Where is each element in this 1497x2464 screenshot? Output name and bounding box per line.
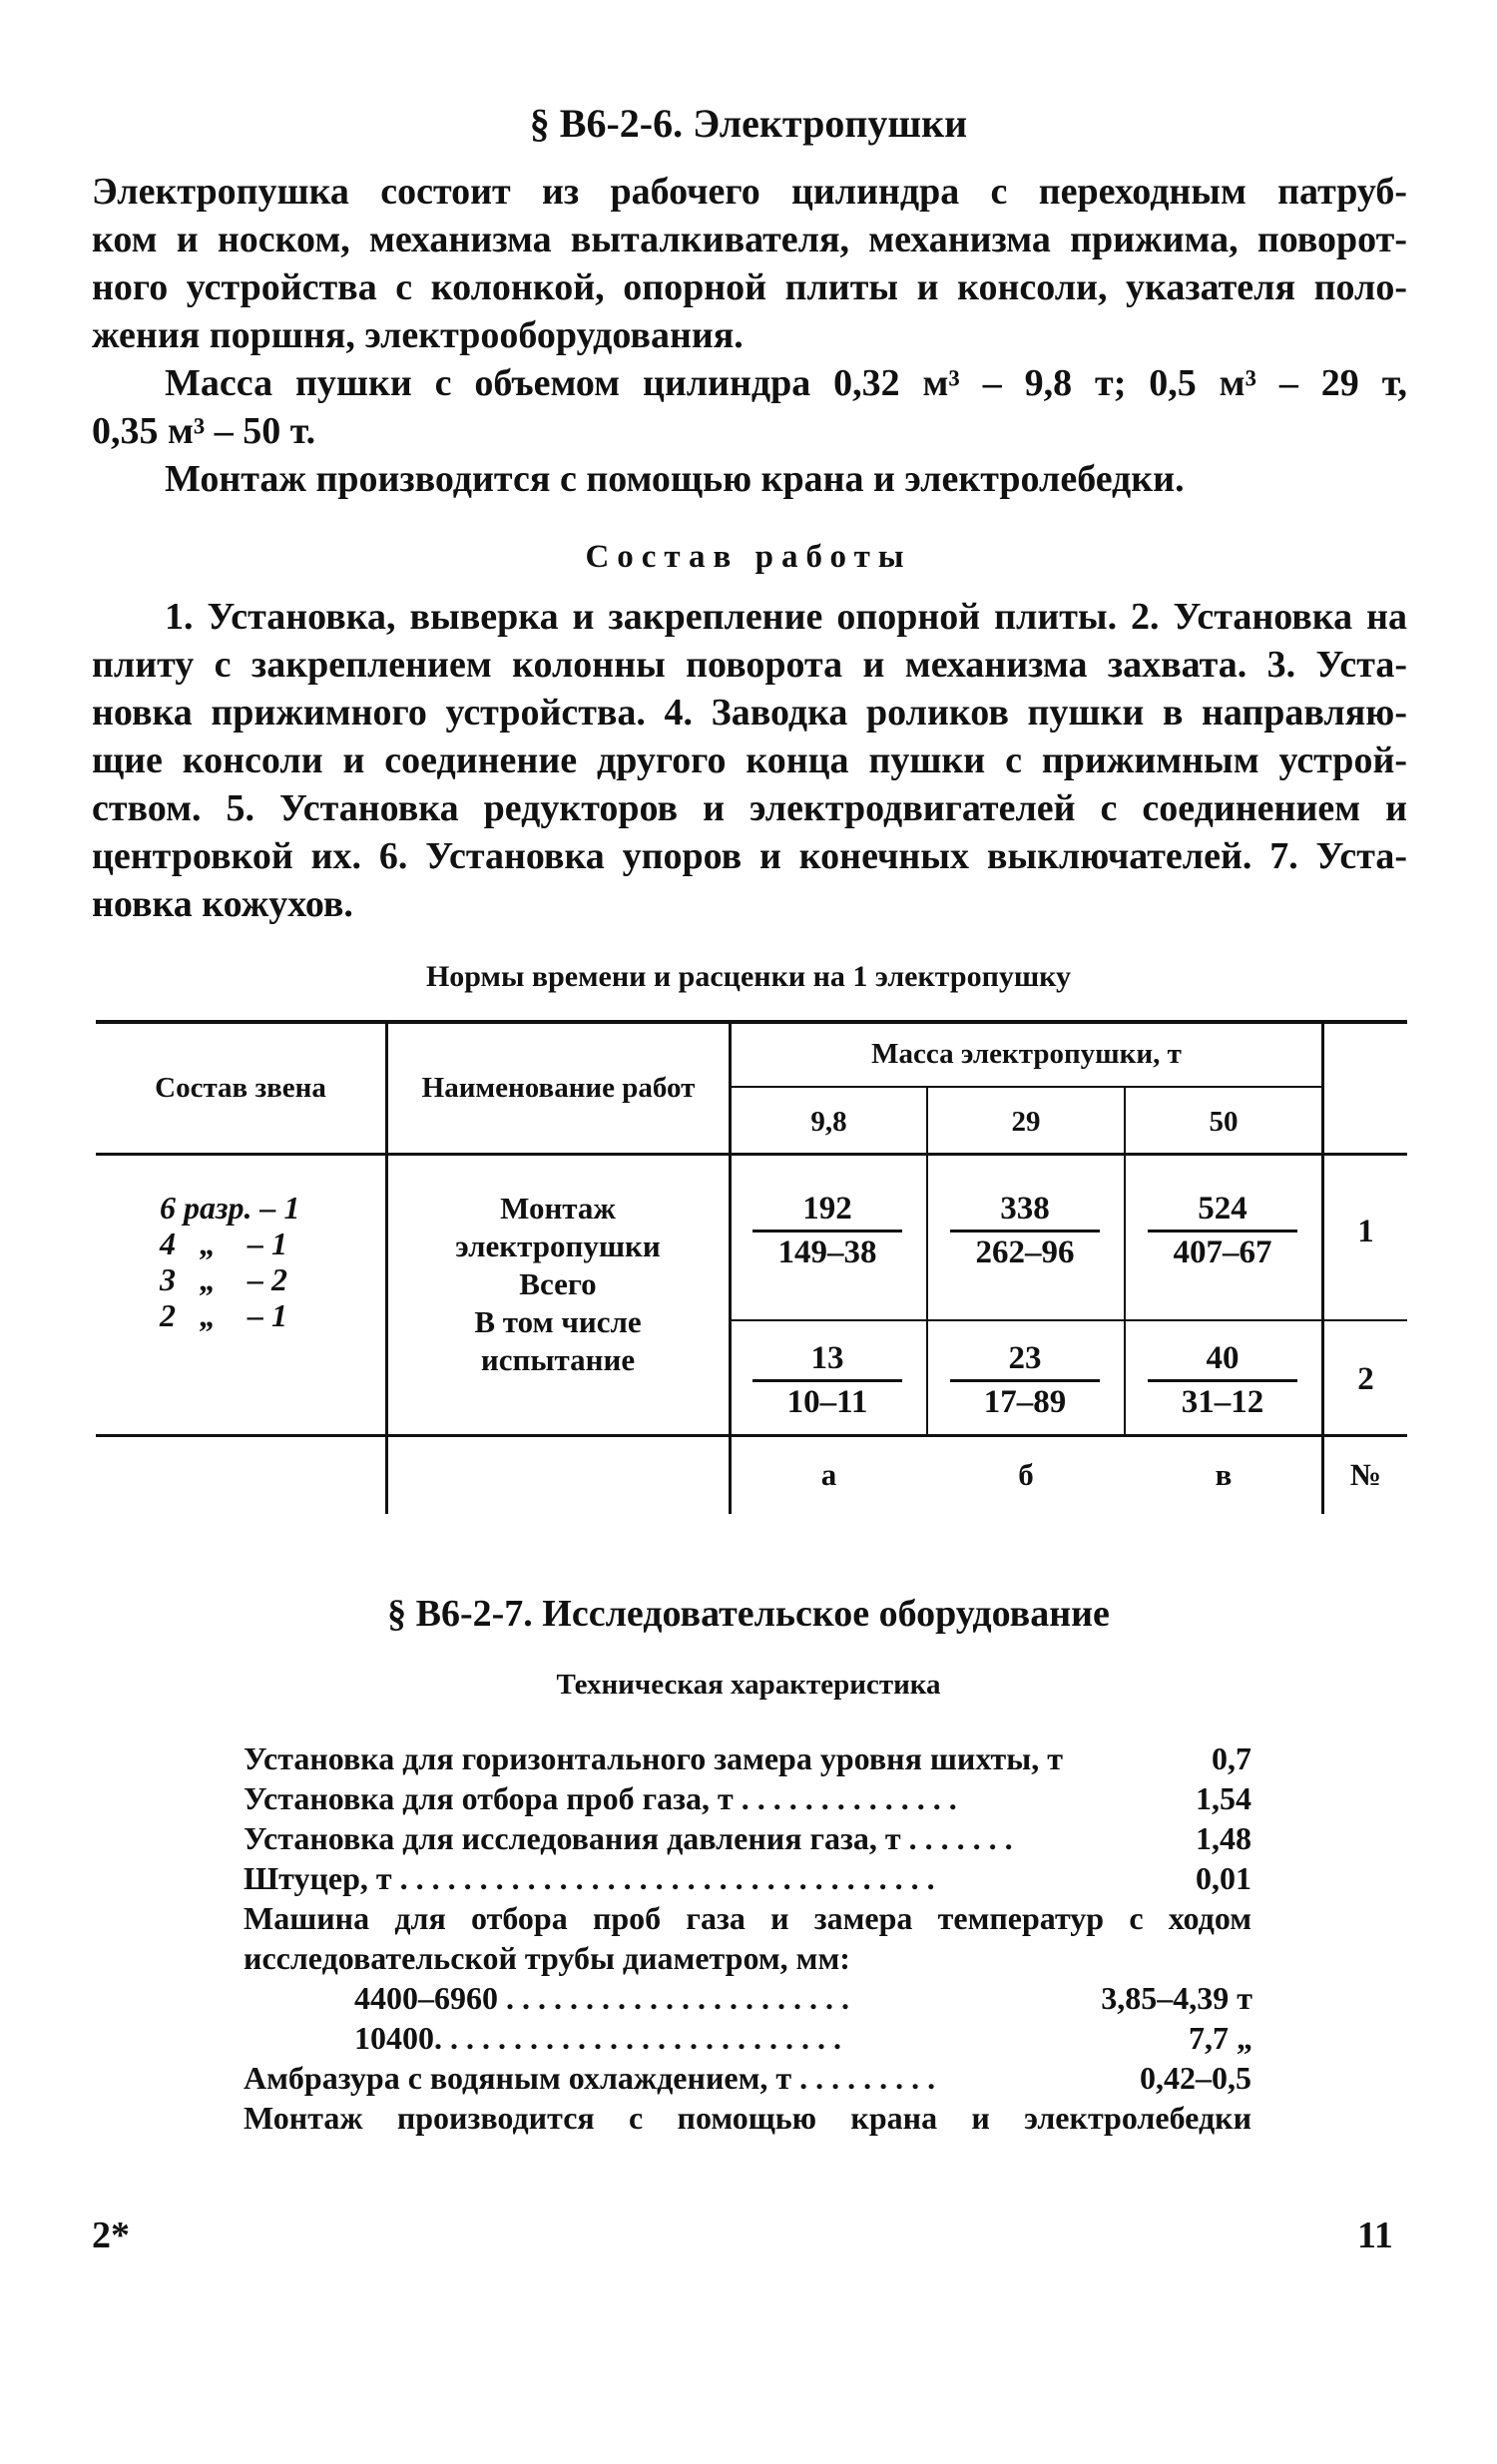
spec-row xyxy=(354,2018,1252,2058)
work-composition-heading: Состав работы xyxy=(585,539,912,575)
header-mass-value: 9,8 xyxy=(810,1106,847,1138)
spec-row xyxy=(244,1778,1251,1818)
text-line: 1. Установка, выверка и закрепление опорной плиты. 2. Установка на xyxy=(165,596,1407,638)
section-title-electroguns: § В6-2-6. Электропушки xyxy=(529,101,968,146)
text-line: плиту с закреплением колонны поворота и механизма захвата. 3. Уста- xyxy=(92,644,1407,686)
text-line: ком и носком, механизма выталкивателя, механизма прижима, поворот- xyxy=(92,219,1407,260)
table-header-divider xyxy=(729,1086,1321,1088)
spec-label: Установка для исследования давления газа, т . . . . . . . xyxy=(244,1820,1013,1856)
norm-time: 192 xyxy=(802,1191,852,1227)
work-line: электропушки xyxy=(455,1229,661,1263)
header-mass-value: 50 xyxy=(1209,1106,1239,1138)
rate-value: 31–12 xyxy=(1181,1384,1264,1420)
text-line: ством. 5. Установка редукторов и электродвигателей с соединением и xyxy=(92,787,1407,829)
header-mass: Масса электропушки, т xyxy=(871,1038,1182,1070)
row-number: 1 xyxy=(1357,1214,1374,1249)
text-line: Масса пушки с объемом цилиндра 0,32 м³ – 9,8 т; 0,5 м³ – 29 т, xyxy=(165,362,1407,404)
spec-row xyxy=(244,2058,1251,2098)
spec-row xyxy=(244,1738,1251,1778)
rate-value: 10–11 xyxy=(786,1384,868,1420)
spec-row xyxy=(244,1858,1251,1898)
fraction-bar xyxy=(950,1379,1100,1382)
spec-value: 0,42–0,5 xyxy=(1140,2060,1251,2096)
work-line: испытание xyxy=(480,1342,636,1377)
text-line: новка кожухов. xyxy=(92,883,353,925)
spec-text-line: Машина для отбора проб газа и замера температур с ходом xyxy=(244,1900,1251,1936)
spec-label: Установка для отбора проб газа, т . . . . . . . . . . . . . . xyxy=(244,1780,957,1816)
text-line: центровкой их. 6. Установка упоров и конечных выключателей. 7. Уста- xyxy=(92,835,1407,877)
work-line: Монтаж xyxy=(500,1191,616,1226)
crew-line: 6 разр. – 1 xyxy=(160,1190,300,1226)
text-line: новка прижимного устройства. 4. Заводка роликов пушки в направляю- xyxy=(92,692,1407,734)
crew-line: 4 „ – 1 xyxy=(160,1226,287,1261)
table-header-bottom xyxy=(96,1153,1407,1156)
norm-time: 338 xyxy=(1000,1191,1050,1227)
spec-row xyxy=(244,1818,1251,1858)
text-line: 0,35 м³ – 50 т. xyxy=(92,410,316,452)
norm-time: 40 xyxy=(1206,1340,1240,1376)
spec-value: 0,01 xyxy=(1196,1860,1251,1896)
norm-time: 524 xyxy=(1198,1191,1248,1227)
rate-value: 17–89 xyxy=(983,1384,1067,1420)
fraction-bar xyxy=(752,1230,902,1232)
signature-mark: 2* xyxy=(92,2215,130,2256)
tech-spec-subtitle: Техническая характеристика xyxy=(556,1669,941,1701)
spec-label: Установка для горизонтального замера уровня шихты, т xyxy=(244,1740,1063,1776)
norm-time: 23 xyxy=(1008,1340,1042,1376)
rate-value: 149–38 xyxy=(777,1234,877,1270)
spec-value: 0,7 xyxy=(1212,1740,1251,1776)
table-border-top xyxy=(96,1020,1407,1024)
spec-label: 10400. . . . . . . . . . . . . . . . . . . . . . . . . . xyxy=(354,2020,841,2056)
work-line: В том числе xyxy=(474,1304,642,1339)
spec-value: 1,54 xyxy=(1196,1780,1251,1816)
spec-text-line: Монтаж производится с помощью крана и электролебедки xyxy=(244,2100,1251,2136)
table-caption: Нормы времени и расценки на 1 электропушку xyxy=(425,960,1072,993)
header-work: Наименование работ xyxy=(421,1072,696,1104)
fraction-bar xyxy=(1148,1379,1297,1382)
spec-value: 1,48 xyxy=(1196,1820,1251,1856)
table-col-divider xyxy=(1321,1020,1324,1514)
column-label: а xyxy=(820,1457,837,1492)
spec-label: Штуцер, т . . . . . . . . . . . . . . . . . . . . . . . . . . . . . . . . . . xyxy=(244,1860,935,1896)
spec-label: 4400–6960 . . . . . . . . . . . . . . . . . . . . . . xyxy=(354,1980,849,2016)
spec-row xyxy=(354,1978,1252,2018)
text-line: жения поршня, электрооборудования. xyxy=(92,314,744,356)
crew-line: 2 „ – 1 xyxy=(160,1297,287,1333)
rate-value: 262–96 xyxy=(975,1234,1075,1270)
paragraph-mounting: Монтаж производится с помощью крана и электролебедки. xyxy=(165,458,1185,500)
spec-value: 7,7 „ xyxy=(1189,2020,1252,2056)
header-mass-value: 29 xyxy=(1011,1106,1041,1138)
crew-line: 3 „ – 2 xyxy=(160,1261,287,1297)
text-line: щие консоли и соединение другого конца пушки с прижимным устрой- xyxy=(92,739,1407,781)
fraction-bar xyxy=(950,1230,1100,1232)
section-title-research-equipment: § В6-2-7. Исследовательское оборудование xyxy=(387,1593,1110,1635)
page-number: 11 xyxy=(1357,2215,1393,2256)
table-col-divider xyxy=(729,1020,732,1514)
column-label: б xyxy=(1018,1457,1034,1492)
column-label: в xyxy=(1215,1457,1233,1492)
spec-value: 3,85–4,39 т xyxy=(1101,1980,1252,2016)
rate-value: 407–67 xyxy=(1173,1234,1272,1270)
fraction-bar xyxy=(752,1379,902,1382)
header-crew: Состав звена xyxy=(155,1072,326,1104)
work-line: Всего xyxy=(519,1266,597,1301)
spec-text-line: исследовательской трубы диаметром, мм: xyxy=(244,1940,850,1976)
spec-label: Амбразура с водяным охлаждением, т . . . . . . . . . xyxy=(244,2060,936,2096)
text-line: ного устройства с колонкой, опорной плиты и консоли, указателя поло- xyxy=(92,266,1407,308)
text-line: Электропушка состоит из рабочего цилиндра с переходным патруб- xyxy=(92,171,1407,213)
fraction-bar xyxy=(1148,1230,1297,1232)
table-row-divider xyxy=(729,1319,1407,1321)
table-footer-top xyxy=(96,1434,1407,1437)
row-number: 2 xyxy=(1357,1361,1374,1397)
column-label-number: № xyxy=(1349,1457,1382,1492)
norm-time: 13 xyxy=(810,1340,844,1376)
